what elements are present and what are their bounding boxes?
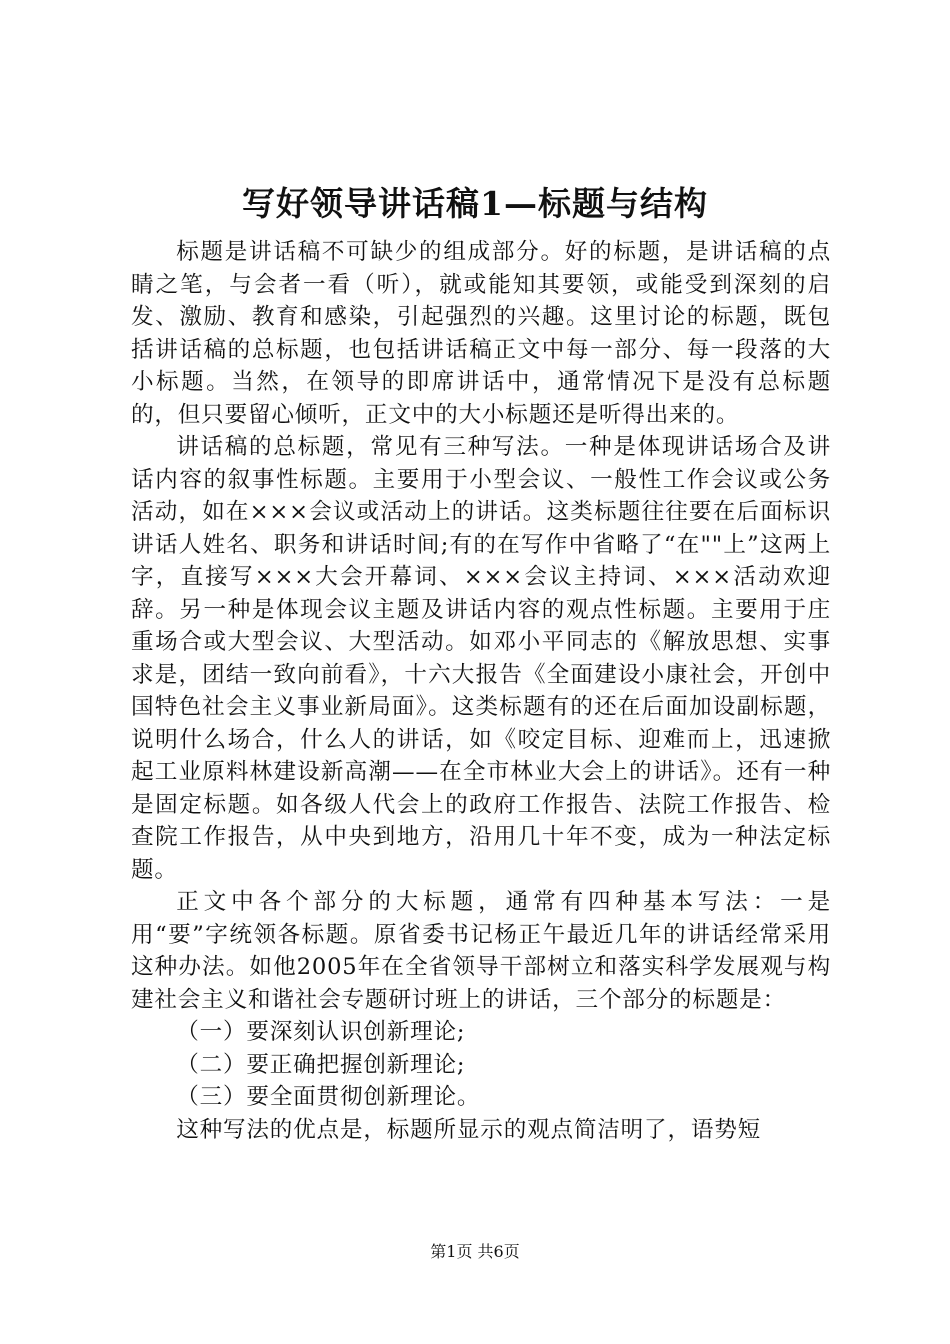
document-title: 写好领导讲话稿1—标题与结构 <box>242 184 708 223</box>
paragraph-section-titles: 正文中各个部分的大标题，通常有四种基本写法：一是用“要”字统领各标题。原省委书记杨正午最近几年的讲话经常采用这种办法。如他2005年在全省领导干部树立和落实科学发展观与构建社会主义和谐社会专题研讨班上的讲话，三个部分的标题是： <box>131 889 831 1013</box>
document-body <box>131 236 831 1146</box>
list-item: （三）要全面贯彻创新理论。 <box>176 1084 481 1110</box>
paragraph-main-title-types: 讲话稿的总标题，常见有三种写法。一种是体现讲话场合及讲话内容的叙事性标题。主要用于小型会议、一般性工作会议或公务活动，如在×××会议或活动上的讲话。这类标题往往要在后面标识讲话人姓名、职务和讲话时间;有的在写作中省略了“在""上”这两上字，直接写×××大会开幕词、×××会议主持词、×××活动欢迎辞。另一种是体现会议主题及讲话内容的观点性标题。主要用于庄重场合或大型会议、大型活动。如邓小平同志的《解放思想、实事求是，团结一致向前看》，十六大报告《全面建设小康社会，开创中国特色社会主义事业新局面》。这类标题有的还在后面加设副标题，说明什么场合，什么人的讲话，如《咬定目标、迎难而上，迅速掀起工业原料林建设新高潮——在全市林业大会上的讲话》。还有一种是固定标题。如各级人代会上的政府工作报告、法院工作报告、检查院工作报告，从中央到地方，沿用几十年不变，成为一种法定标题。 <box>131 434 831 883</box>
paragraph-last: 这种写法的优点是，标题所显示的观点简洁明了，语势短 <box>176 1116 762 1143</box>
list-item: （二）要正确把握创新理论; <box>176 1051 466 1078</box>
paragraph-intro: 标题是讲话稿不可缺少的组成部分。好的标题，是讲话稿的点睛之笔，与会者一看（听），就或能知其要领，或能受到深刻的启发、激励、教育和感染，引起强烈的兴趣。这里讨论的标题，既包括讲话稿的总标题，也包括讲话稿正文中每一部分、每一段落的大小标题。当然，在领导的即席讲话中，通常情况下是没有总标题的，但只要留心倾听，正文中的大小标题还是听得出来的。 <box>131 239 831 428</box>
list-item: （一）要深刻认识创新理论; <box>176 1019 466 1045</box>
page-footer: 第1页 共6页 <box>430 1242 520 1261</box>
